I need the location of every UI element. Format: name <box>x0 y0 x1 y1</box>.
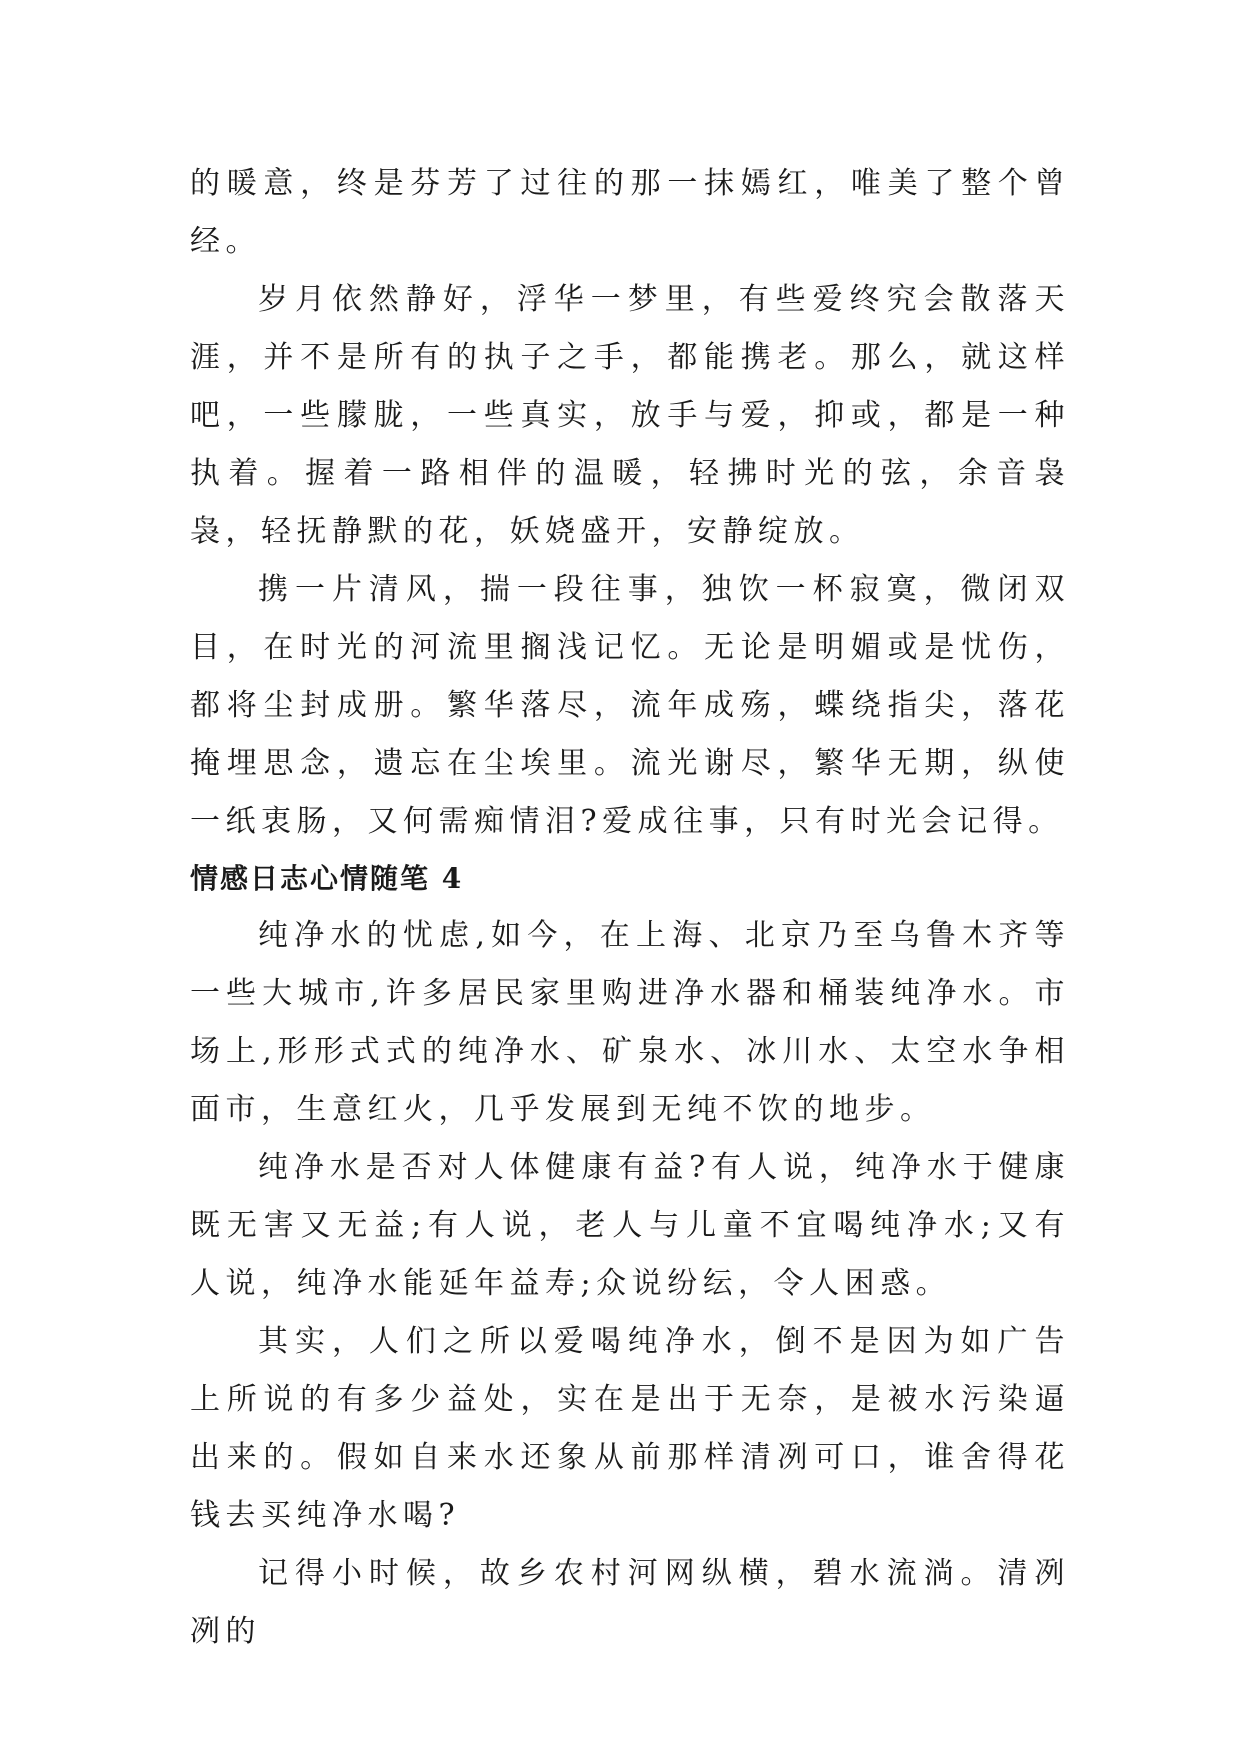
paragraph-continuation: 的暖意，终是芬芳了过往的那一抹嫣红，唯美了整个曾经。 <box>190 166 1070 259</box>
paragraph: 其实，人们之所以爱喝纯净水，倒不是因为如广告上所说的有多少益处，实在是出于无奈，是被水污染逼出来的。假如自来水还象从前那样清冽可口，谁舍得花钱去买纯净水喝? <box>190 1324 1070 1533</box>
paragraph: 记得小时候，故乡农村河网纵横，碧水流淌。清冽冽的 <box>190 1556 1070 1649</box>
section-heading: 情感日志心情随笔 4 <box>190 862 464 895</box>
paragraph: 纯净水是否对人体健康有益?有人说，纯净水于健康既无害又无益;有人说，老人与儿童不宜喝纯净水;又有人说，纯净水能延年益寿;众说纷纭，令人困惑。 <box>190 1150 1070 1301</box>
paragraph: 纯净水的忧虑,如今，在上海、北京乃至乌鲁木齐等一些大城市,许多居民家里购进净水器和桶装纯净水。市场上,形形式式的纯净水、矿泉水、冰川水、太空水争相面市，生意红火，几乎发展到无纯不饮的地步。 <box>190 918 1070 1127</box>
paragraph: 携一片清风，揣一段往事，独饮一杯寂寞，微闭双目，在时光的河流里搁浅记忆。无论是明媚或是忧伤，都将尘封成册。繁华落尽，流年成殇，蝶绕指尖，落花掩埋思念，遗忘在尘埃里。流光谢尽，繁华无期，纵使一纸衷肠，又何需痴情泪?爱成往事，只有时光会记得。 <box>190 572 1070 839</box>
document-body <box>190 155 1070 1661</box>
paragraph: 岁月依然静好，浮华一梦里，有些爱终究会散落天涯，并不是所有的执子之手，都能携老。那么，就这样吧，一些朦胧，一些真实，放手与爱，抑或，都是一种执着。握着一路相伴的温暖，轻拂时光的弦，余音袅袅，轻抚静默的花，妖娆盛开，安静绽放。 <box>190 282 1070 549</box>
